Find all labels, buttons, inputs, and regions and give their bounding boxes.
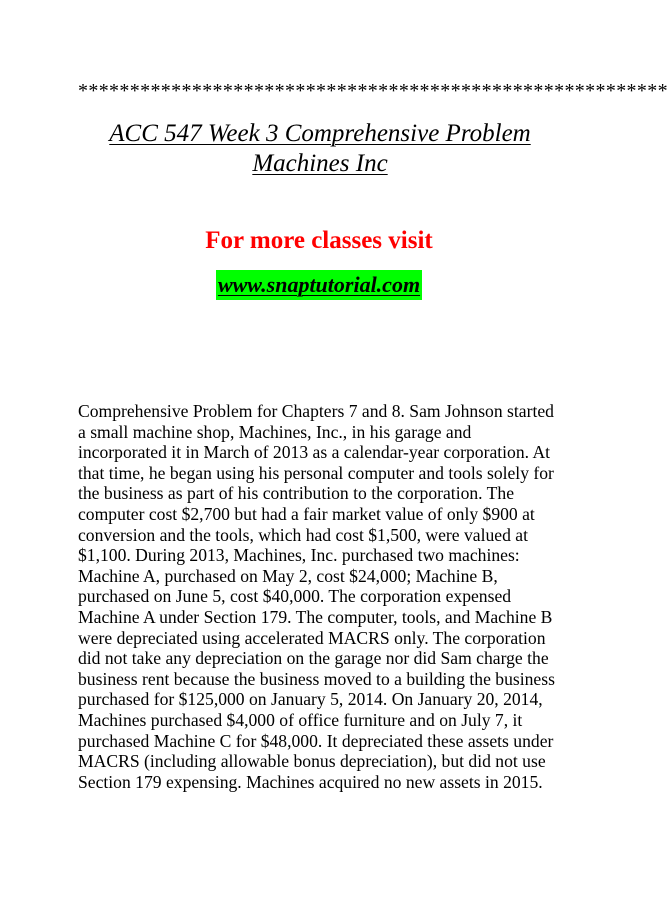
page-title [60, 119, 580, 179]
visit-heading: For more classes visit [205, 227, 433, 254]
title-line-2: Machines Inc [252, 150, 388, 177]
problem-description: Comprehensive Problem for Chapters 7 and 8. Sam Johnson started a small machine shop, Machines, Inc., in his garage and incorporated it in March of 2013 as a calendar-year corporation. At that time, he began using his personal computer and tools solely for the business as part of his contribution to the corporation. The computer cost $2,700 but had a fair market value of only $900 at conversion and the tools, which had cost $1,500, were valued at $1,100. During 2013, Machines, Inc. purchased two machines: Machine A, purchased on May 2, cost $24,000; Machine B, purchased on June 5, cost $40,000. The corporation expensed Machine A under Section 179. The computer, tools, and Machine B were depreciated using accelerated MACRS only. The corporation did not take any depreciation on the garage nor did Sam charge the business rent because the business moved to a building the business purchased for $125,000 on January 5, 2014. On January 20, 2014, Machines purchased $4,000 of office furniture and on July 7, it purchased Machine C for $48,000. It depreciated these assets under MACRS (including allowable bonus depreciation), but did not use Section 179 expensing. Machines acquired no new assets in 2015. [78, 401, 555, 792]
website-link[interactable]: www.snaptutorial.com [216, 270, 422, 300]
url-container [0, 270, 638, 300]
title-line-1: ACC 547 Week 3 Comprehensive Problem [109, 120, 531, 147]
separator-line: ********************************************************* [78, 80, 668, 102]
